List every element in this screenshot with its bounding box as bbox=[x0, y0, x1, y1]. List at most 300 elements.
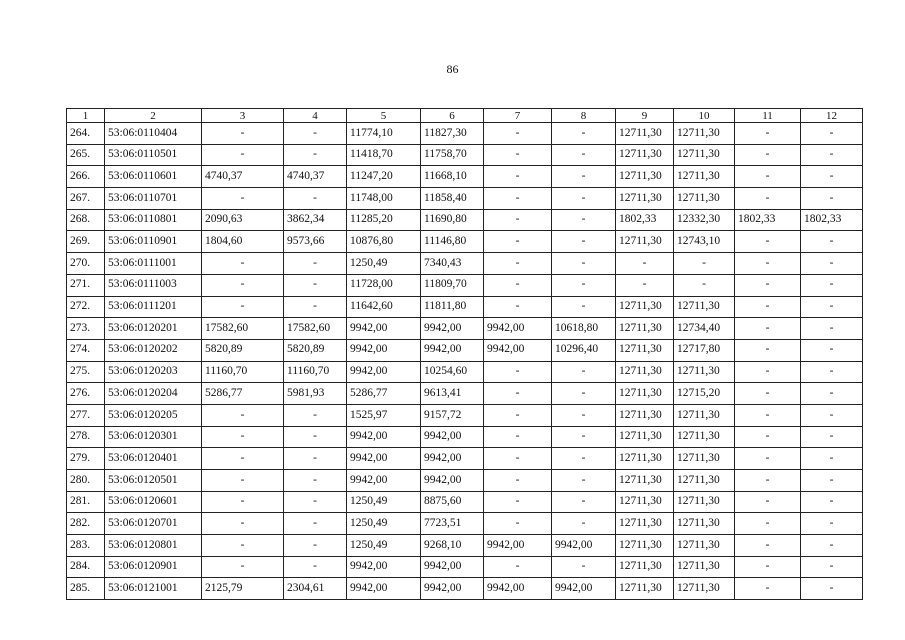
table-row bbox=[67, 296, 863, 318]
table-cell-col-8: - bbox=[552, 296, 616, 318]
table-cell-col-1: 275. bbox=[67, 361, 105, 383]
table-cell-col-7: - bbox=[484, 274, 552, 296]
table-cell-col-9: 12711,30 bbox=[616, 578, 674, 600]
table-cell-col-2: 53:06:0120205 bbox=[105, 404, 202, 426]
table-cell-col-8: - bbox=[552, 383, 616, 405]
table-row bbox=[67, 556, 863, 578]
table-cell-col-11: - bbox=[735, 274, 801, 296]
table-cell-col-6: 11690,80 bbox=[421, 209, 484, 231]
table-cell-col-11: - bbox=[735, 448, 801, 470]
table-cell-col-1: 270. bbox=[67, 253, 105, 275]
table-cell-col-7: - bbox=[484, 448, 552, 470]
table-cell-col-2: 53:06:0120202 bbox=[105, 339, 202, 361]
table-cell-col-5: 1525,97 bbox=[347, 404, 421, 426]
table-cell-col-10: 12711,30 bbox=[674, 144, 735, 166]
table-cell-col-8: - bbox=[552, 448, 616, 470]
table-cell-col-10: 12332,30 bbox=[674, 209, 735, 231]
table-cell-col-3: - bbox=[202, 556, 284, 578]
table-cell-col-8: - bbox=[552, 209, 616, 231]
table-cell-col-10: 12715,20 bbox=[674, 383, 735, 405]
table-cell-col-6: 7340,43 bbox=[421, 253, 484, 275]
table-cell-col-9: 12711,30 bbox=[616, 188, 674, 210]
table-cell-col-11: - bbox=[735, 166, 801, 188]
table-cell-col-5: 11748,00 bbox=[347, 188, 421, 210]
table-row bbox=[67, 361, 863, 383]
table-cell-col-12: - bbox=[801, 383, 863, 405]
table-cell-col-6: 11146,80 bbox=[421, 231, 484, 253]
table-cell-col-9: 12711,30 bbox=[616, 470, 674, 492]
table-row bbox=[67, 318, 863, 340]
table-row bbox=[67, 426, 863, 448]
table-cell-col-4: - bbox=[284, 274, 347, 296]
table-cell-col-7: - bbox=[484, 123, 552, 145]
table-cell-col-2: 53:06:0120301 bbox=[105, 426, 202, 448]
table-cell-col-6: 11858,40 bbox=[421, 188, 484, 210]
table-cell-col-5: 9942,00 bbox=[347, 318, 421, 340]
table-cell-col-3: - bbox=[202, 448, 284, 470]
table-cell-col-6: 11809,70 bbox=[421, 274, 484, 296]
table-cell-col-8: 10296,40 bbox=[552, 339, 616, 361]
table-cell-col-1: 285. bbox=[67, 578, 105, 600]
table-row bbox=[67, 123, 863, 145]
table-cell-col-12: - bbox=[801, 318, 863, 340]
table-cell-col-1: 276. bbox=[67, 383, 105, 405]
table-cell-col-10: 12711,30 bbox=[674, 578, 735, 600]
table-cell-col-3: - bbox=[202, 470, 284, 492]
table-cell-col-5: 9942,00 bbox=[347, 578, 421, 600]
table-cell-col-6: 9942,00 bbox=[421, 578, 484, 600]
table-cell-col-9: 12711,30 bbox=[616, 144, 674, 166]
table-cell-col-8: 9942,00 bbox=[552, 578, 616, 600]
table-cell-col-4: - bbox=[284, 535, 347, 557]
column-header-2: 2 bbox=[105, 109, 202, 123]
table-cell-col-12: - bbox=[801, 253, 863, 275]
table-cell-col-10: 12711,30 bbox=[674, 448, 735, 470]
table-cell-col-1: 279. bbox=[67, 448, 105, 470]
table-cell-col-11: - bbox=[735, 491, 801, 513]
table-cell-col-7: - bbox=[484, 209, 552, 231]
table-cell-col-1: 268. bbox=[67, 209, 105, 231]
table-row bbox=[67, 404, 863, 426]
table-cell-col-6: 11827,30 bbox=[421, 123, 484, 145]
table-cell-col-9: 12711,30 bbox=[616, 556, 674, 578]
table-cell-col-1: 266. bbox=[67, 166, 105, 188]
table-cell-col-3: - bbox=[202, 253, 284, 275]
table-cell-col-8: - bbox=[552, 470, 616, 492]
table-cell-col-12: - bbox=[801, 231, 863, 253]
table-cell-col-2: 53:06:0120201 bbox=[105, 318, 202, 340]
table-cell-col-11: - bbox=[735, 253, 801, 275]
table-cell-col-4: - bbox=[284, 144, 347, 166]
table-cell-col-7: - bbox=[484, 404, 552, 426]
table-cell-col-1: 277. bbox=[67, 404, 105, 426]
table-cell-col-3: 2090,63 bbox=[202, 209, 284, 231]
table-cell-col-2: 53:06:0120601 bbox=[105, 491, 202, 513]
table-cell-col-10: 12711,30 bbox=[674, 123, 735, 145]
table-body bbox=[67, 123, 863, 600]
table-cell-col-8: - bbox=[552, 491, 616, 513]
table-cell-col-1: 273. bbox=[67, 318, 105, 340]
table-cell-col-6: 9268,10 bbox=[421, 535, 484, 557]
table-cell-col-2: 53:06:0111001 bbox=[105, 253, 202, 275]
table-cell-col-5: 1250,49 bbox=[347, 491, 421, 513]
table-cell-col-3: - bbox=[202, 491, 284, 513]
table-cell-col-3: 17582,60 bbox=[202, 318, 284, 340]
table-cell-col-2: 53:06:0120501 bbox=[105, 470, 202, 492]
table-cell-col-3: 5820,89 bbox=[202, 339, 284, 361]
table-cell-col-8: - bbox=[552, 556, 616, 578]
header-row bbox=[67, 109, 863, 123]
table-cell-col-12: 1802,33 bbox=[801, 209, 863, 231]
table-cell-col-9: 12711,30 bbox=[616, 318, 674, 340]
table-cell-col-12: - bbox=[801, 188, 863, 210]
table-row bbox=[67, 470, 863, 492]
table-cell-col-2: 53:06:0121001 bbox=[105, 578, 202, 600]
table-cell-col-3: 11160,70 bbox=[202, 361, 284, 383]
table-cell-col-4: - bbox=[284, 470, 347, 492]
column-header-11: 11 bbox=[735, 109, 801, 123]
table-cell-col-5: 1250,49 bbox=[347, 513, 421, 535]
table-row bbox=[67, 491, 863, 513]
table-cell-col-1: 278. bbox=[67, 426, 105, 448]
table-cell-col-1: 267. bbox=[67, 188, 105, 210]
table-cell-col-1: 265. bbox=[67, 144, 105, 166]
table-cell-col-6: 7723,51 bbox=[421, 513, 484, 535]
table-cell-col-12: - bbox=[801, 426, 863, 448]
table-cell-col-7: - bbox=[484, 231, 552, 253]
table-cell-col-10: 12711,30 bbox=[674, 513, 735, 535]
table-cell-col-11: - bbox=[735, 513, 801, 535]
table-cell-col-10: 12711,30 bbox=[674, 404, 735, 426]
table-cell-col-2: 53:06:0111003 bbox=[105, 274, 202, 296]
table-cell-col-7: - bbox=[484, 188, 552, 210]
table-cell-col-7: - bbox=[484, 491, 552, 513]
table-cell-col-12: - bbox=[801, 144, 863, 166]
table-cell-col-5: 11642,60 bbox=[347, 296, 421, 318]
table-cell-col-7: - bbox=[484, 426, 552, 448]
table-cell-col-2: 53:06:0110404 bbox=[105, 123, 202, 145]
table-cell-col-11: - bbox=[735, 188, 801, 210]
table-cell-col-8: 10618,80 bbox=[552, 318, 616, 340]
table-cell-col-1: 280. bbox=[67, 470, 105, 492]
table-cell-col-4: 5820,89 bbox=[284, 339, 347, 361]
table-cell-col-7: - bbox=[484, 513, 552, 535]
table-cell-col-3: - bbox=[202, 296, 284, 318]
table-cell-col-9: 12711,30 bbox=[616, 491, 674, 513]
table-cell-col-11: - bbox=[735, 556, 801, 578]
table-cell-col-7: - bbox=[484, 383, 552, 405]
table-cell-col-10: 12711,30 bbox=[674, 166, 735, 188]
table-cell-col-2: 53:06:0120801 bbox=[105, 535, 202, 557]
table-row bbox=[67, 231, 863, 253]
table-cell-col-6: 11758,70 bbox=[421, 144, 484, 166]
table-cell-col-4: 17582,60 bbox=[284, 318, 347, 340]
table-cell-col-7: - bbox=[484, 361, 552, 383]
table-cell-col-5: 10876,80 bbox=[347, 231, 421, 253]
table-cell-col-5: 11247,20 bbox=[347, 166, 421, 188]
table-cell-col-11: - bbox=[735, 404, 801, 426]
table-cell-col-2: 53:06:0110801 bbox=[105, 209, 202, 231]
table-row bbox=[67, 578, 863, 600]
table-cell-col-1: 271. bbox=[67, 274, 105, 296]
table-cell-col-10: 12711,30 bbox=[674, 361, 735, 383]
table-row bbox=[67, 513, 863, 535]
table-cell-col-4: - bbox=[284, 448, 347, 470]
table-cell-col-5: 11774,10 bbox=[347, 123, 421, 145]
table-cell-col-9: - bbox=[616, 274, 674, 296]
column-header-5: 5 bbox=[347, 109, 421, 123]
table-cell-col-11: - bbox=[735, 470, 801, 492]
table-cell-col-12: - bbox=[801, 491, 863, 513]
table-cell-col-8: - bbox=[552, 513, 616, 535]
table-cell-col-3: 2125,79 bbox=[202, 578, 284, 600]
table-cell-col-4: 2304,61 bbox=[284, 578, 347, 600]
table-row bbox=[67, 253, 863, 275]
table-cell-col-4: - bbox=[284, 296, 347, 318]
table-cell-col-10: 12711,30 bbox=[674, 470, 735, 492]
table-cell-col-10: 12711,30 bbox=[674, 296, 735, 318]
table-cell-col-12: - bbox=[801, 470, 863, 492]
table-cell-col-6: 9942,00 bbox=[421, 426, 484, 448]
table-cell-col-3: - bbox=[202, 274, 284, 296]
table-row bbox=[67, 339, 863, 361]
table-cell-col-3: - bbox=[202, 404, 284, 426]
table-cell-col-4: - bbox=[284, 123, 347, 145]
table-cell-col-11: - bbox=[735, 123, 801, 145]
table-cell-col-6: 9613,41 bbox=[421, 383, 484, 405]
table-cell-col-5: 9942,00 bbox=[347, 556, 421, 578]
table-cell-col-2: 53:06:0110901 bbox=[105, 231, 202, 253]
table-cell-col-12: - bbox=[801, 404, 863, 426]
table-cell-col-4: 5981,93 bbox=[284, 383, 347, 405]
table-cell-col-10: - bbox=[674, 253, 735, 275]
table-cell-col-3: 1804,60 bbox=[202, 231, 284, 253]
table-row bbox=[67, 188, 863, 210]
table-cell-col-5: 1250,49 bbox=[347, 253, 421, 275]
table-cell-col-2: 53:06:0110601 bbox=[105, 166, 202, 188]
table-cell-col-2: 53:06:0120204 bbox=[105, 383, 202, 405]
column-header-9: 9 bbox=[616, 109, 674, 123]
data-table bbox=[66, 108, 863, 600]
table-cell-col-9: 12711,30 bbox=[616, 361, 674, 383]
table-cell-col-1: 284. bbox=[67, 556, 105, 578]
table-cell-col-10: 12711,30 bbox=[674, 535, 735, 557]
table-cell-col-12: - bbox=[801, 296, 863, 318]
table-cell-col-3: - bbox=[202, 513, 284, 535]
table-cell-col-12: - bbox=[801, 339, 863, 361]
table-cell-col-6: 9942,00 bbox=[421, 448, 484, 470]
table-cell-col-7: 9942,00 bbox=[484, 535, 552, 557]
table-cell-col-4: - bbox=[284, 491, 347, 513]
table-cell-col-4: 11160,70 bbox=[284, 361, 347, 383]
table-cell-col-9: 12711,30 bbox=[616, 513, 674, 535]
table-cell-col-9: 12711,30 bbox=[616, 123, 674, 145]
table-cell-col-11: - bbox=[735, 361, 801, 383]
table-cell-col-4: 9573,66 bbox=[284, 231, 347, 253]
table-cell-col-4: - bbox=[284, 556, 347, 578]
table-cell-col-11: - bbox=[735, 231, 801, 253]
table-cell-col-11: - bbox=[735, 578, 801, 600]
table-cell-col-7: - bbox=[484, 166, 552, 188]
column-header-1: 1 bbox=[67, 109, 105, 123]
table-cell-col-9: 12711,30 bbox=[616, 535, 674, 557]
table-cell-col-5: 11418,70 bbox=[347, 144, 421, 166]
table-cell-col-5: 9942,00 bbox=[347, 426, 421, 448]
table-cell-col-11: - bbox=[735, 383, 801, 405]
table-cell-col-7: - bbox=[484, 470, 552, 492]
table-cell-col-10: 12711,30 bbox=[674, 491, 735, 513]
table-cell-col-8: - bbox=[552, 274, 616, 296]
table-cell-col-6: 9157,72 bbox=[421, 404, 484, 426]
table-row bbox=[67, 448, 863, 470]
table-cell-col-11: - bbox=[735, 318, 801, 340]
table-cell-col-12: - bbox=[801, 361, 863, 383]
table-cell-col-3: - bbox=[202, 144, 284, 166]
table-cell-col-1: 283. bbox=[67, 535, 105, 557]
table-cell-col-7: 9942,00 bbox=[484, 578, 552, 600]
table-cell-col-11: - bbox=[735, 144, 801, 166]
table-cell-col-9: 1802,33 bbox=[616, 209, 674, 231]
table-cell-col-3: - bbox=[202, 123, 284, 145]
table-cell-col-4: - bbox=[284, 188, 347, 210]
table-cell-col-7: - bbox=[484, 253, 552, 275]
table-cell-col-5: 9942,00 bbox=[347, 339, 421, 361]
table-cell-col-10: 12711,30 bbox=[674, 188, 735, 210]
table-cell-col-1: 282. bbox=[67, 513, 105, 535]
table-cell-col-12: - bbox=[801, 123, 863, 145]
table-cell-col-1: 274. bbox=[67, 339, 105, 361]
table-cell-col-2: 53:06:0120901 bbox=[105, 556, 202, 578]
table-cell-col-12: - bbox=[801, 513, 863, 535]
table-cell-col-10: 12717,80 bbox=[674, 339, 735, 361]
table-cell-col-9: 12711,30 bbox=[616, 404, 674, 426]
table-cell-col-12: - bbox=[801, 166, 863, 188]
table-cell-col-8: - bbox=[552, 123, 616, 145]
table-cell-col-2: 53:06:0120401 bbox=[105, 448, 202, 470]
table-cell-col-6: 10254,60 bbox=[421, 361, 484, 383]
table-cell-col-8: - bbox=[552, 426, 616, 448]
column-header-6: 6 bbox=[421, 109, 484, 123]
table-cell-col-10: 12743,10 bbox=[674, 231, 735, 253]
table-cell-col-10: 12734,40 bbox=[674, 318, 735, 340]
table-cell-col-2: 53:06:0111201 bbox=[105, 296, 202, 318]
table-cell-col-8: - bbox=[552, 166, 616, 188]
table-cell-col-5: 9942,00 bbox=[347, 470, 421, 492]
table-cell-col-3: - bbox=[202, 188, 284, 210]
table-cell-col-6: 8875,60 bbox=[421, 491, 484, 513]
table-cell-col-4: - bbox=[284, 513, 347, 535]
table-cell-col-3: 4740,37 bbox=[202, 166, 284, 188]
table-cell-col-3: - bbox=[202, 535, 284, 557]
table-row bbox=[67, 383, 863, 405]
table-row bbox=[67, 535, 863, 557]
table-cell-col-4: - bbox=[284, 253, 347, 275]
table-cell-col-10: 12711,30 bbox=[674, 556, 735, 578]
table-row bbox=[67, 144, 863, 166]
column-header-12: 12 bbox=[801, 109, 863, 123]
table-cell-col-6: 9942,00 bbox=[421, 318, 484, 340]
table-cell-col-8: - bbox=[552, 188, 616, 210]
table-cell-col-9: 12711,30 bbox=[616, 231, 674, 253]
table-cell-col-8: 9942,00 bbox=[552, 535, 616, 557]
page-number: 86 bbox=[446, 62, 459, 76]
table-cell-col-5: 9942,00 bbox=[347, 361, 421, 383]
table-cell-col-7: 9942,00 bbox=[484, 339, 552, 361]
table-cell-col-4: - bbox=[284, 426, 347, 448]
table-cell-col-8: - bbox=[552, 253, 616, 275]
table-cell-col-9: 12711,30 bbox=[616, 166, 674, 188]
table-cell-col-7: - bbox=[484, 296, 552, 318]
table-cell-col-6: 11668,10 bbox=[421, 166, 484, 188]
table-header bbox=[67, 109, 863, 123]
table-cell-col-4: 3862,34 bbox=[284, 209, 347, 231]
table-cell-col-2: 53:06:0120203 bbox=[105, 361, 202, 383]
table-cell-col-11: 1802,33 bbox=[735, 209, 801, 231]
column-header-7: 7 bbox=[484, 109, 552, 123]
table-cell-col-1: 272. bbox=[67, 296, 105, 318]
table-cell-col-7: 9942,00 bbox=[484, 318, 552, 340]
table-cell-col-2: 53:06:0120701 bbox=[105, 513, 202, 535]
table-cell-col-8: - bbox=[552, 144, 616, 166]
table-cell-col-10: - bbox=[674, 274, 735, 296]
table-cell-col-7: - bbox=[484, 556, 552, 578]
table-cell-col-11: - bbox=[735, 339, 801, 361]
table-cell-col-5: 1250,49 bbox=[347, 535, 421, 557]
table-cell-col-1: 264. bbox=[67, 123, 105, 145]
table-row bbox=[67, 166, 863, 188]
table-cell-col-3: 5286,77 bbox=[202, 383, 284, 405]
table-row bbox=[67, 274, 863, 296]
table-cell-col-12: - bbox=[801, 448, 863, 470]
table-cell-col-6: 11811,80 bbox=[421, 296, 484, 318]
table-cell-col-12: - bbox=[801, 274, 863, 296]
column-header-4: 4 bbox=[284, 109, 347, 123]
table-cell-col-10: 12711,30 bbox=[674, 426, 735, 448]
table-cell-col-1: 269. bbox=[67, 231, 105, 253]
table-cell-col-5: 9942,00 bbox=[347, 448, 421, 470]
table-cell-col-3: - bbox=[202, 426, 284, 448]
table-cell-col-12: - bbox=[801, 578, 863, 600]
table-cell-col-1: 281. bbox=[67, 491, 105, 513]
table-cell-col-9: 12711,30 bbox=[616, 339, 674, 361]
table-cell-col-6: 9942,00 bbox=[421, 470, 484, 492]
table-cell-col-8: - bbox=[552, 404, 616, 426]
column-header-10: 10 bbox=[674, 109, 735, 123]
table-cell-col-2: 53:06:0110701 bbox=[105, 188, 202, 210]
table-cell-col-9: 12711,30 bbox=[616, 426, 674, 448]
table-cell-col-11: - bbox=[735, 426, 801, 448]
table-cell-col-9: 12711,30 bbox=[616, 383, 674, 405]
table-cell-col-6: 9942,00 bbox=[421, 339, 484, 361]
table-cell-col-12: - bbox=[801, 535, 863, 557]
table-cell-col-9: - bbox=[616, 253, 674, 275]
table-cell-col-9: 12711,30 bbox=[616, 296, 674, 318]
table-cell-col-2: 53:06:0110501 bbox=[105, 144, 202, 166]
table-cell-col-8: - bbox=[552, 361, 616, 383]
table-cell-col-7: - bbox=[484, 144, 552, 166]
table-cell-col-6: 9942,00 bbox=[421, 556, 484, 578]
table-cell-col-5: 11285,20 bbox=[347, 209, 421, 231]
table-cell-col-12: - bbox=[801, 556, 863, 578]
column-header-3: 3 bbox=[202, 109, 284, 123]
table-cell-col-5: 11728,00 bbox=[347, 274, 421, 296]
table-row bbox=[67, 209, 863, 231]
table-cell-col-9: 12711,30 bbox=[616, 448, 674, 470]
table-cell-col-11: - bbox=[735, 535, 801, 557]
table-cell-col-11: - bbox=[735, 296, 801, 318]
table-cell-col-8: - bbox=[552, 231, 616, 253]
column-header-8: 8 bbox=[552, 109, 616, 123]
